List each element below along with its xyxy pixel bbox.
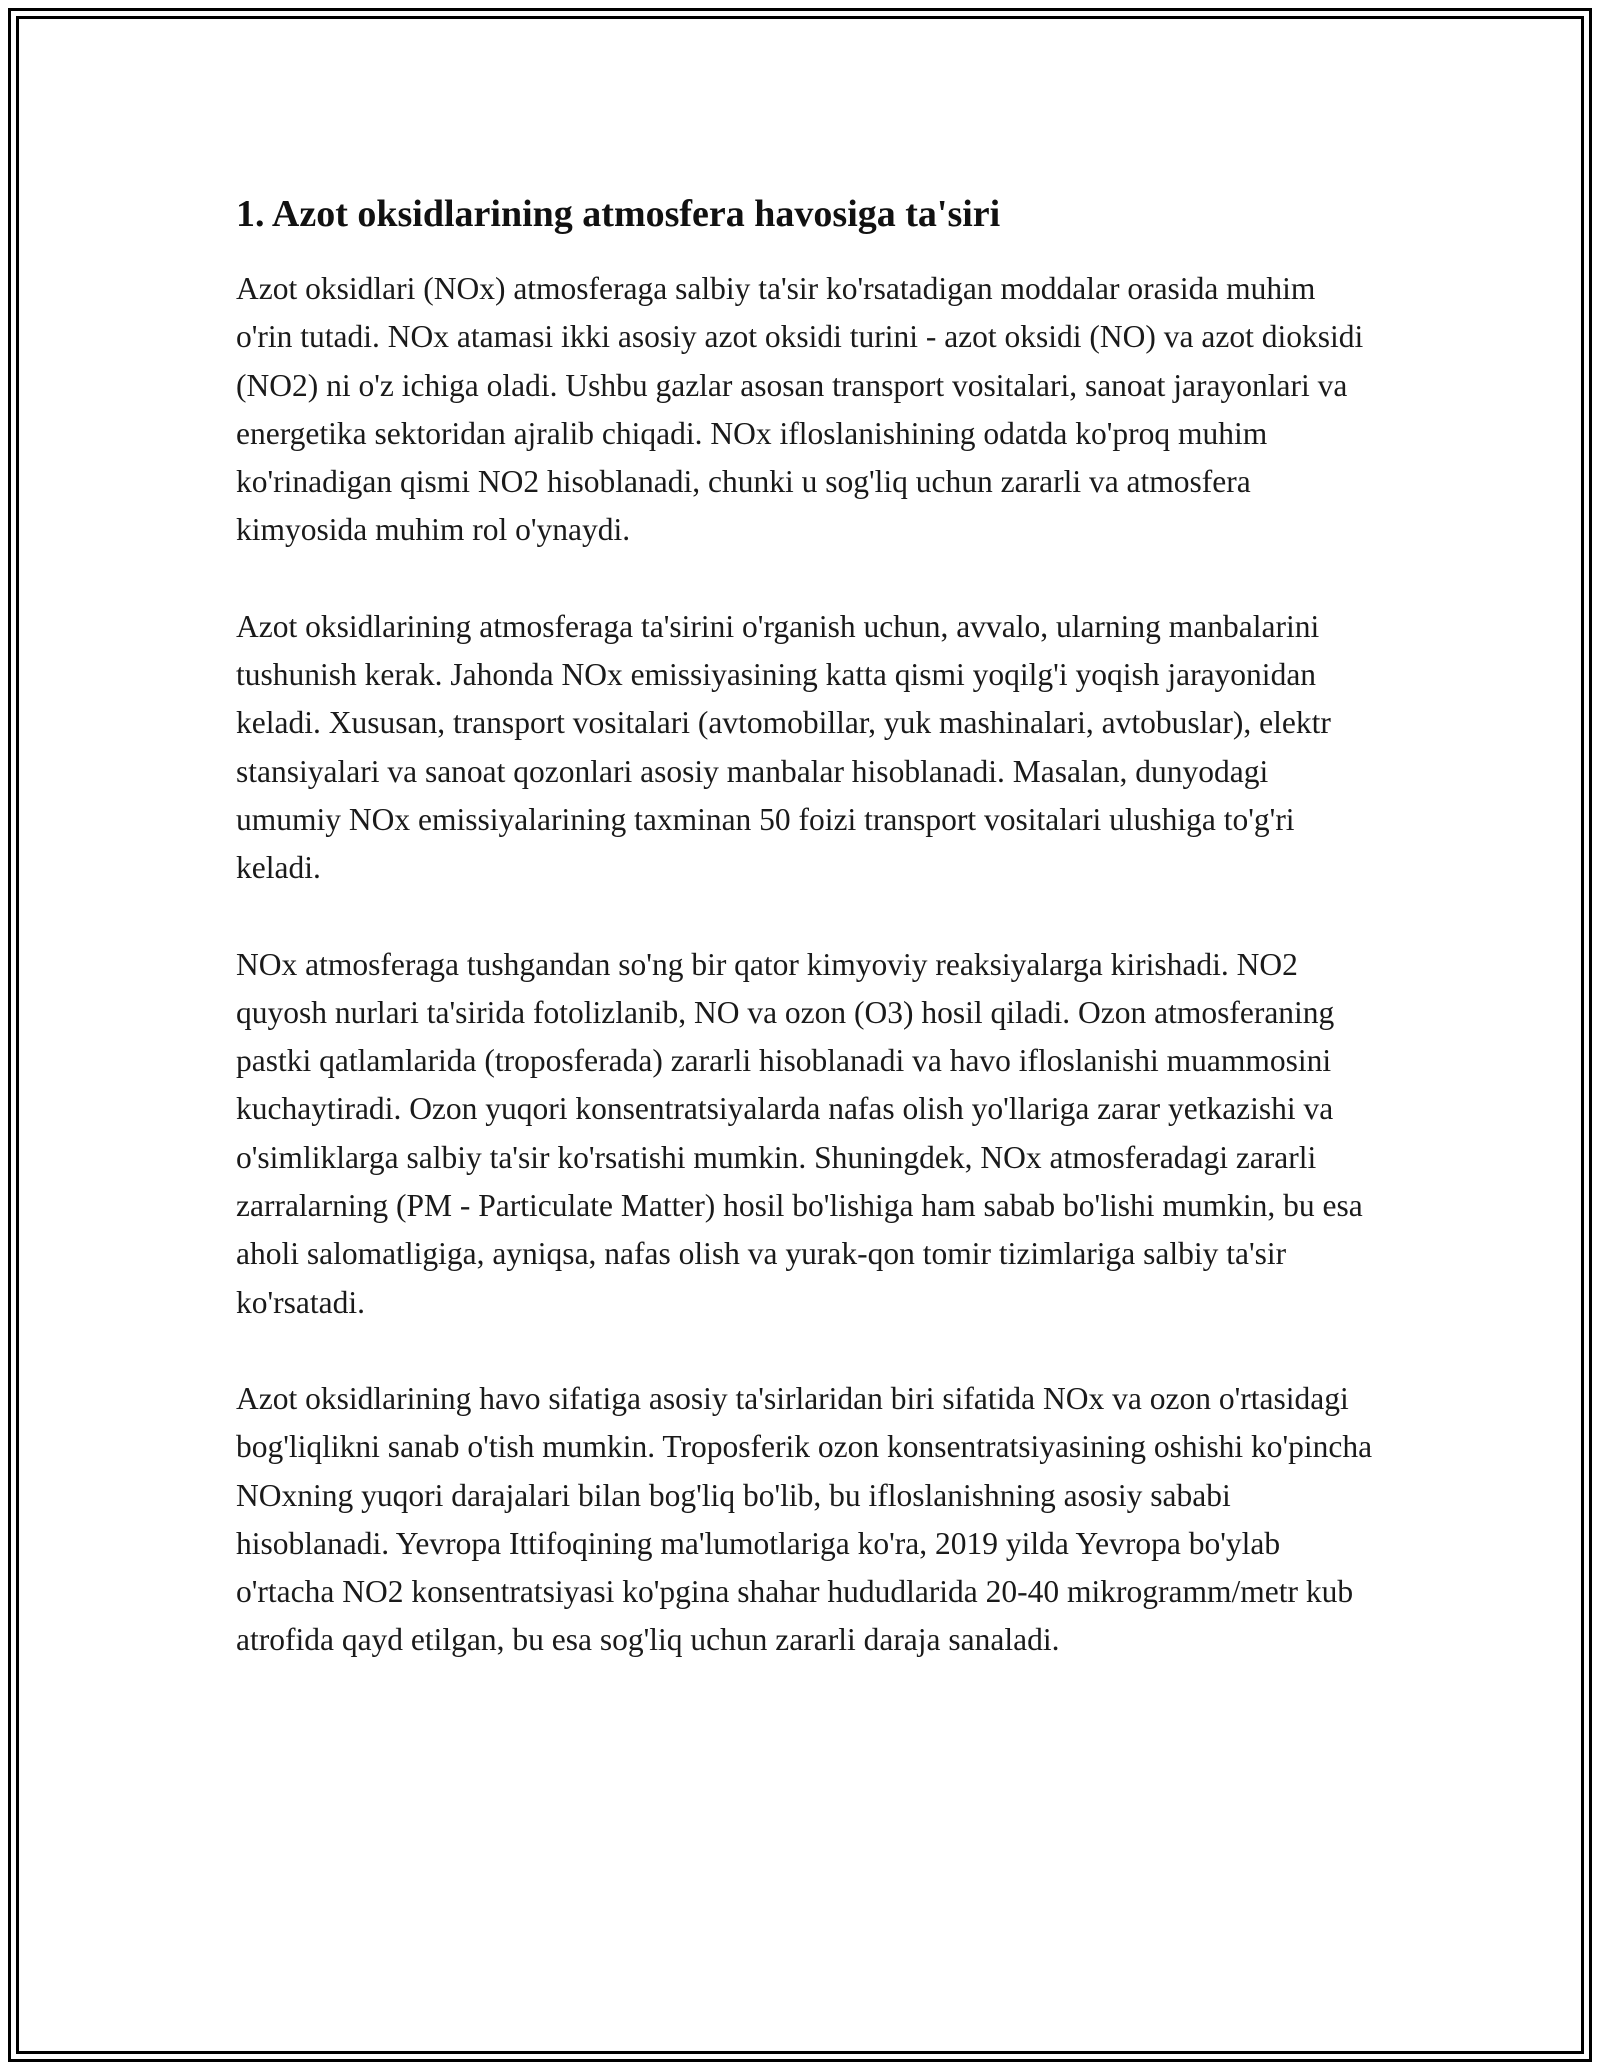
paragraph-3: NOx atmosferaga tushgandan so'ng bir qator kimyoviy reaksiyalarga kirishadi. NO2 quyosh nurlari ta'sirida fotolizlanib, NO va ozon (O3) hosil qiladi. Ozon atmosferaning pastki qatlamlarida (troposferada) zararli hisoblanadi va havo ifloslanishi muammosini kuchaytiradi. Ozon yuqori konsentratsiyalarda nafas olish yo'llariga zarar yetkazishi va o'simliklarga salbiy ta'sir ko'rsatishi mumkin. Shuningdek, NOx atmosferadagi zararli zarralarning (PM - Particulate Matter) hosil bo'lishiga ham sabab bo'lishi mumkin, bu esa aholi salomatligiga, ayniqsa, nafas olish va yurak-qon tomir tizimlariga salbiy ta'sir ko'rsatadi.: [236, 946, 1363, 1320]
paragraph-4: Azot oksidlarining havo sifatiga asosiy ta'sirlaridan biri sifatida NOx va ozon o'rtasidagi bog'liqlikni sanab o'tish mumkin. Troposferik ozon konsentratsiyasining oshishi ko'pincha NOxning yuqori darajalari bilan bog'liq bo'lib, bu ifloslanishning asosiy sababi hisoblanadi. Yevropa Ittifoqining ma'lumotlariga ko'ra, 2019 yilda Yevropa bo'ylab o'rtacha NO2 konsentratsiyasi ko'pgina shahar hududlarida 20-40 mikrogramm/metr kub atrofida qayd etilgan, bu esa sog'liq uchun zararli daraja sanaladi.: [236, 1380, 1373, 1658]
paragraph-1: Azot oksidlari (NOx) atmosferaga salbiy ta'sir ko'rsatadigan moddalar orasida muhim o'rin tutadi. NOx atamasi ikki asosiy azot oksidi turini - azot oksidi (NO) va azot dioksidi (NO2) ni o'z ichiga oladi. Ushbu gazlar asosan transport vositalari, sanoat jarayonlari va energetika sektoridan ajralib chiqadi. NOx ifloslanishining odatda ko'proq muhim ko'rinadigan qismi NO2 hisoblanadi, chunki u sog'liq uchun zararli va atmosfera kimyosida muhim rol o'ynaydi.: [236, 271, 1364, 548]
document-body: [236, 185, 1376, 1665]
paragraph-2: Azot oksidlarining atmosferaga ta'sirini o'rganish uchun, avvalo, ularning manbalarini tushunish kerak. Jahonda NOx emissiyasining katta qismi yoqilg'i yoqish jarayonidan keladi. Xususan, transport vositalari (avtomobillar, yuk mashinalari, avtobuslar), elektr stansiyalari va sanoat qozonlari asosiy manbalar hisoblanadi. Masalan, dunyodagi umumiy NOx emissiyalarining taxminan 50 foizi transport vositalari ulushiga to'g'ri keladi.: [236, 608, 1331, 886]
section-heading: 1. Azot oksidlarining atmosfera havosiga ta'siri: [236, 193, 1001, 235]
